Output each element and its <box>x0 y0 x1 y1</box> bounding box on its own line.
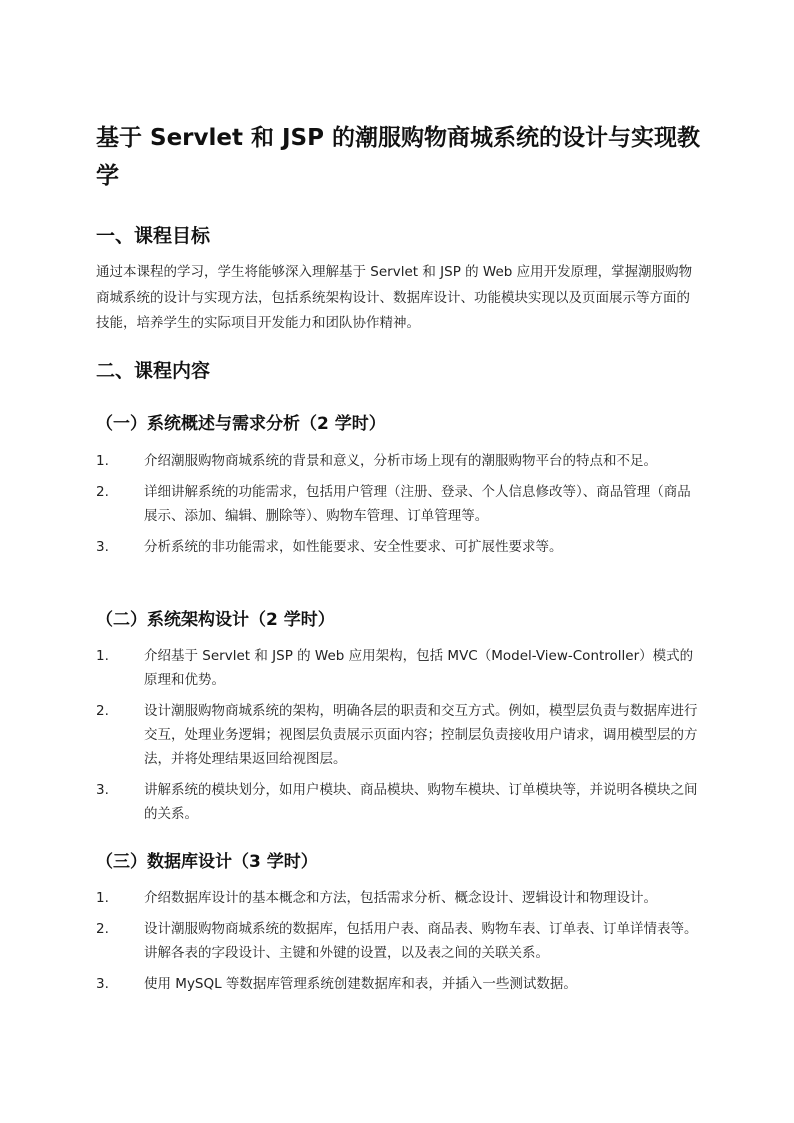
list-item <box>96 917 702 965</box>
list-item-number: 3. <box>96 782 109 798</box>
subsection-list-1 <box>96 449 702 566</box>
subsection-list-3 <box>96 886 702 1003</box>
document-title: 基于 Servlet 和 JSP 的潮服购物商城系统的设计与实现教学 <box>96 125 700 189</box>
subsection-list-2 <box>96 644 702 833</box>
section-heading-content: 二、课程内容 <box>96 360 211 382</box>
subsection-heading-2: （二）系统架构设计（2 学时） <box>96 610 335 630</box>
list-item-text: 介绍数据库设计的基本概念和方法，包括需求分析、概念设计、逻辑设计和物理设计。 <box>144 890 657 906</box>
list-item-number: 2. <box>96 484 109 500</box>
list-item <box>96 480 702 528</box>
goal-paragraph: 通过本课程的学习，学生将能够深入理解基于 Servlet 和 JSP 的 Web 应用开发原理，掌握潮服购物商城系统的设计与实现方法，包括系统架构设计、数据库设计、功能模块实现以及页面展示等方面的技能，培养学生的实际项目开发能力和团队协作精神。 <box>96 264 693 331</box>
list-item <box>96 972 702 996</box>
list-item-text: 讲解系统的模块划分，如用户模块、商品模块、购物车模块、订单模块等，并说明各模块之间的关系。 <box>144 782 698 822</box>
list-item <box>96 699 702 771</box>
section-heading-goal: 一、课程目标 <box>96 225 211 247</box>
list-item <box>96 535 702 559</box>
list-item-number: 2. <box>96 703 109 719</box>
list-item-text: 设计潮服购物商城系统的架构，明确各层的职责和交互方式。例如，模型层负责与数据库进行交互，处理业务逻辑；视图层负责展示页面内容；控制层负责接收用户请求，调用模型层的方法，并将处理结果返回给视图层。 <box>144 703 698 767</box>
subsection-heading-3: （三）数据库设计（3 学时） <box>96 852 318 872</box>
list-item-number: 1. <box>96 648 109 664</box>
list-item-text: 介绍基于 Servlet 和 JSP 的 Web 应用架构，包括 MVC（Model-View-Controller）模式的原理和优势。 <box>144 648 694 688</box>
subsection-heading-1: （一）系统概述与需求分析（2 学时） <box>96 414 386 434</box>
list-item <box>96 886 702 910</box>
list-item-number: 2. <box>96 921 109 937</box>
list-item-text: 使用 MySQL 等数据库管理系统创建数据库和表，并插入一些测试数据。 <box>144 976 577 992</box>
list-item-number: 1. <box>96 890 109 906</box>
list-item <box>96 778 702 826</box>
list-item-text: 设计潮服购物商城系统的数据库，包括用户表、商品表、购物车表、订单表、订单详情表等。讲解各表的字段设计、主键和外键的设置，以及表之间的关联关系。 <box>144 921 698 961</box>
list-item <box>96 644 702 692</box>
list-item-number: 3. <box>96 976 109 992</box>
list-item <box>96 449 702 473</box>
list-item-text: 介绍潮服购物商城系统的背景和意义，分析市场上现有的潮服购物平台的特点和不足。 <box>144 453 657 469</box>
list-item-text: 详细讲解系统的功能需求，包括用户管理（注册、登录、个人信息修改等）、商品管理（商品展示、添加、编辑、删除等）、购物车管理、订单管理等。 <box>144 484 691 524</box>
list-item-number: 1. <box>96 453 109 469</box>
list-item-number: 3. <box>96 539 109 555</box>
list-item-text: 分析系统的非功能需求，如性能要求、安全性要求、可扩展性要求等。 <box>144 539 563 555</box>
